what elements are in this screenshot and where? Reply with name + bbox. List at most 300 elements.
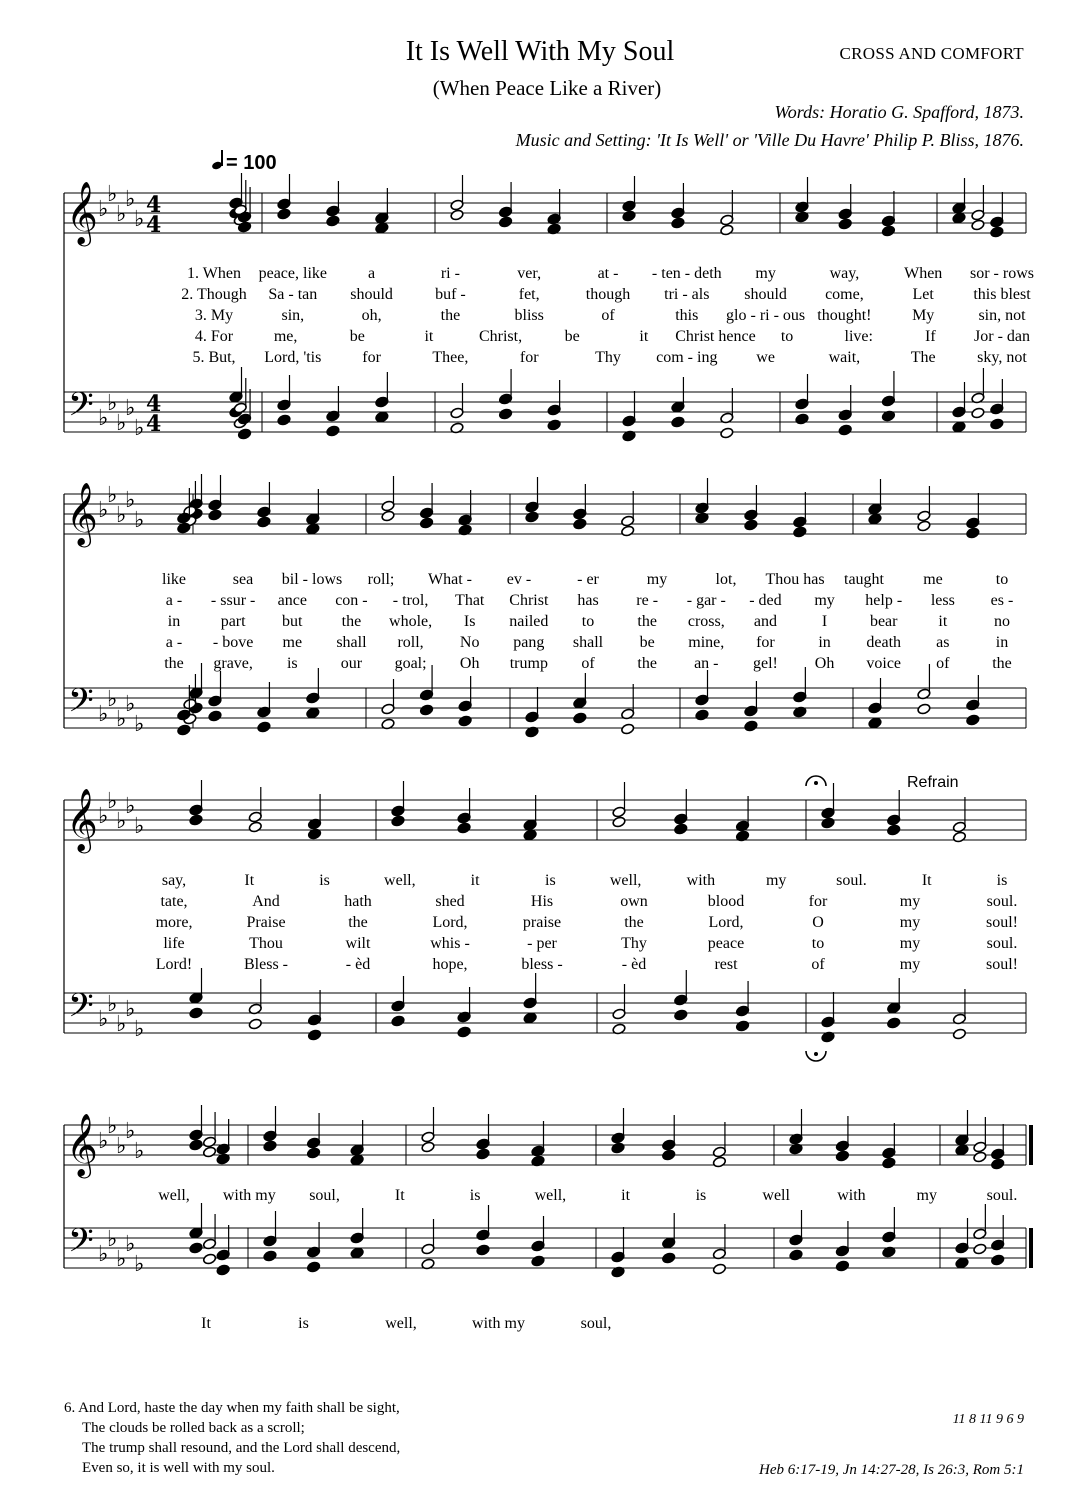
- lyric-syllable: - gar -: [686, 592, 726, 609]
- lyric-syllable: sea: [232, 571, 254, 588]
- note-head: [973, 1243, 987, 1255]
- flat-sign: ♭: [134, 1017, 145, 1042]
- lyric-syllable: we: [756, 349, 775, 366]
- treble-clef-icon: 𝄞: [66, 181, 98, 244]
- lyric-syllable: rest: [714, 956, 738, 973]
- flat-sign: ♭: [125, 187, 136, 212]
- lyric-syllable: soul!: [986, 956, 1018, 973]
- lyric-syllable: in: [167, 613, 181, 630]
- lyric-syllable: well,: [534, 1187, 567, 1204]
- note-head: [955, 1144, 969, 1156]
- note-head: [917, 520, 931, 532]
- note-head: [952, 831, 966, 843]
- lyric-syllable: my: [916, 1187, 937, 1204]
- flat-sign: ♭: [134, 814, 145, 839]
- lyric-syllable: sin,: [281, 307, 305, 324]
- bass-clef-icon: 𝄢: [68, 386, 94, 432]
- lyric-syllable: Lord,: [432, 914, 468, 931]
- lyric-syllable: for: [808, 893, 828, 910]
- note-head: [868, 717, 882, 729]
- lyric-syllable: the: [348, 914, 368, 931]
- lyric-syllable: me: [923, 571, 943, 588]
- lyric-syllable: tate,: [160, 893, 188, 910]
- final-barline: [1029, 1125, 1033, 1165]
- lyric-syllable: say,: [161, 872, 187, 889]
- note-head: [307, 1029, 321, 1041]
- flat-sign: ♭: [107, 992, 118, 1017]
- note-head: [735, 1020, 749, 1032]
- lyric-syllable: live:: [844, 328, 873, 345]
- flat-sign: ♭: [125, 794, 136, 819]
- lyric-syllable: is: [695, 1187, 707, 1204]
- lyric-syllable: tri - als: [664, 286, 710, 303]
- note-head: [973, 1151, 987, 1163]
- lyric-syllable: less: [930, 592, 955, 609]
- lyric-syllable: my: [899, 893, 921, 910]
- flat-sign: ♭: [125, 1119, 136, 1144]
- lyric-syllable: whole,: [389, 613, 433, 630]
- note-head: [391, 1015, 405, 1027]
- lyric-syllable: ri -: [440, 265, 460, 282]
- verse6-line: 6. And Lord, haste the day when my faith shall be sight,: [64, 1400, 400, 1416]
- lyric-syllable: roll,: [397, 634, 424, 651]
- note-head: [177, 724, 191, 736]
- flat-sign: ♭: [98, 1242, 109, 1267]
- lyric-syllable: Bless -: [244, 956, 288, 973]
- lyric-syllable: Is: [463, 613, 476, 630]
- lyric-syllable: help -: [865, 592, 903, 609]
- fermata-dot: [814, 1052, 818, 1056]
- lyric-syllable: - ten - deth: [651, 265, 722, 282]
- flat-sign: ♭: [134, 416, 145, 441]
- lyric-syllable: - èd: [345, 956, 371, 973]
- note-head: [662, 1252, 676, 1264]
- lyric-syllable: peace, like: [258, 265, 327, 282]
- lyric-syllable: hope,: [432, 956, 468, 973]
- lyric-syllable: bear: [869, 613, 898, 630]
- note-head: [795, 413, 809, 425]
- lyric-syllable: It: [244, 872, 255, 889]
- lyric-syllable: a: [368, 265, 376, 282]
- flat-sign: ♭: [116, 809, 127, 834]
- lyric-syllable: shall: [572, 634, 604, 651]
- lyric-syllable: is: [469, 1187, 481, 1204]
- note-head: [868, 513, 882, 525]
- lyric-syllable: goal;: [394, 655, 427, 672]
- lyric-syllable: Christ,: [478, 328, 523, 345]
- lyric-syllable: fet,: [518, 286, 540, 303]
- lyric-syllable: my: [899, 914, 921, 931]
- note-head: [887, 1017, 901, 1029]
- note-head: [350, 1154, 364, 1166]
- note-head: [744, 720, 758, 732]
- lyric-syllable: it: [621, 1187, 631, 1204]
- note-head: [573, 518, 587, 530]
- verse-six: [64, 1398, 400, 1478]
- note-head: [263, 1140, 277, 1152]
- note-head: [838, 424, 852, 436]
- lyric-syllable: shed: [435, 893, 465, 910]
- lyric-syllable: sky, not: [977, 349, 1027, 366]
- lyric-syllable: What -: [428, 571, 472, 588]
- note-head: [881, 225, 895, 237]
- note-head: [208, 710, 222, 722]
- note-head: [237, 428, 251, 440]
- hymn-category: CROSS AND COMFORT: [839, 44, 1024, 63]
- lyric-syllable: - trol,: [392, 592, 429, 609]
- lyric-syllable: Thou: [249, 935, 283, 952]
- flat-sign: ♭: [116, 1134, 127, 1159]
- lyric-syllable: life: [163, 935, 185, 952]
- lyric-syllable: is: [545, 872, 556, 889]
- note-head: [419, 517, 433, 529]
- lyric-syllable: soul.: [986, 893, 1018, 910]
- lyric-syllable: be: [349, 328, 365, 345]
- lyric-syllable: it: [639, 328, 649, 345]
- lyric-syllable: taught: [844, 571, 884, 588]
- note-head: [189, 1242, 203, 1254]
- note-head: [821, 817, 835, 829]
- lyric-syllable: es -: [990, 592, 1014, 609]
- note-head: [498, 216, 512, 228]
- verse6-line: The trump shall resound, and the Lord shall descend,: [82, 1440, 401, 1456]
- lyric-syllable: - bove: [212, 634, 254, 651]
- note-head: [917, 703, 931, 715]
- time-signature-bottom: 4: [146, 411, 162, 437]
- lyric-syllable: And: [252, 893, 280, 910]
- bass-clef-icon: 𝄢: [68, 987, 94, 1033]
- note-head: [612, 816, 626, 828]
- lyric-syllable: roll;: [367, 571, 395, 588]
- lyric-syllable: trump: [509, 655, 548, 672]
- flat-sign: ♭: [134, 1139, 145, 1164]
- flat-sign: ♭: [125, 488, 136, 513]
- lyric-syllable: well,: [609, 872, 642, 889]
- lyric-syllable: to: [780, 328, 794, 345]
- note-head: [350, 1247, 364, 1259]
- note-head: [375, 411, 389, 423]
- note-head: [789, 1249, 803, 1261]
- note-head: [257, 721, 271, 733]
- note-head: [793, 526, 807, 538]
- lyric-syllable: for: [756, 634, 775, 651]
- note-head: [990, 418, 1004, 430]
- note-head: [573, 712, 587, 724]
- flat-sign: ♭: [116, 1012, 127, 1037]
- note-head: [720, 427, 734, 439]
- flat-sign: ♭: [134, 207, 145, 232]
- note-head: [971, 219, 985, 231]
- lyric-syllable: the: [637, 655, 657, 672]
- note-head: [202, 1146, 216, 1158]
- note-head: [952, 421, 966, 433]
- note-head: [695, 709, 709, 721]
- lyric-syllable: My: [912, 307, 935, 324]
- lyric-syllable: It: [394, 1187, 405, 1204]
- lyric-syllable: Jor - dan: [974, 328, 1030, 345]
- lyric-syllable: my: [899, 956, 921, 973]
- lyric-syllable: buf -: [435, 286, 466, 303]
- scripture-references: Heb 6:17-19, Jn 14:27-28, Is 26:3, Rom 5:1: [759, 1462, 1024, 1478]
- refrain-label: Refrain: [907, 774, 959, 791]
- note-head: [523, 1012, 537, 1024]
- note-head: [712, 1263, 726, 1275]
- flat-sign: ♭: [116, 411, 127, 436]
- lyric-syllable: shall: [336, 634, 367, 651]
- note-head: [202, 1253, 216, 1265]
- lyric-syllable: an -: [694, 655, 719, 672]
- lyric-syllable: of: [601, 307, 615, 324]
- note-head: [882, 1157, 896, 1169]
- lyric-syllable: con -: [335, 592, 368, 609]
- lyric-syllable: though: [585, 286, 631, 303]
- lyric-syllable: with: [686, 872, 716, 889]
- meter: 11 8 11 9 6 9: [952, 1412, 1024, 1427]
- flat-sign: ♭: [107, 182, 118, 207]
- flat-sign: ♭: [116, 1247, 127, 1272]
- lyric-syllable: re -: [636, 592, 659, 609]
- lyric-syllable: as: [936, 634, 950, 651]
- note-head: [838, 218, 852, 230]
- treble-clef-icon: 𝄞: [66, 788, 98, 851]
- lyric-syllable: in: [995, 634, 1009, 651]
- lyric-syllable: like: [162, 571, 186, 588]
- lyric-syllable: well,: [384, 872, 416, 889]
- note-head: [189, 1007, 203, 1019]
- lyric-syllable: bil - lows: [281, 571, 343, 588]
- time-signature-top: 4: [146, 391, 162, 417]
- note-head: [326, 425, 340, 437]
- treble-clef-icon: 𝄞: [66, 1113, 98, 1176]
- lyric-syllable: That: [455, 592, 485, 609]
- lyric-syllable: - ded: [749, 592, 782, 609]
- verse6-line: The clouds be rolled back as a scroll;: [82, 1420, 305, 1436]
- lyric-syllable: well,: [385, 1315, 417, 1332]
- lyric-syllable: it: [424, 328, 434, 345]
- note-head: [525, 511, 539, 523]
- treble-clef-icon: 𝄞: [66, 482, 98, 545]
- verse6-line: Even so, it is well with my soul.: [82, 1460, 275, 1476]
- lyric-syllable: wilt: [345, 935, 371, 952]
- hymn-subtitle: (When Peace Like a River): [432, 76, 662, 100]
- lyric-syllable: bliss: [514, 307, 544, 324]
- lyric-syllable: should: [744, 286, 787, 303]
- note-head: [671, 416, 685, 428]
- lyric-syllable: soul.: [836, 872, 867, 889]
- lyric-syllable: ance: [277, 592, 307, 609]
- note-head: [458, 715, 472, 727]
- lyric-syllable: no: [994, 613, 1010, 630]
- lyric-syllable: in: [818, 634, 831, 651]
- note-head: [712, 1156, 726, 1168]
- lyric-syllable: me,: [273, 328, 298, 345]
- lyric-syllable: a -: [165, 634, 183, 651]
- note-head: [971, 407, 985, 419]
- lyric-syllable: me: [282, 634, 303, 651]
- lyric-syllable: more,: [155, 914, 193, 931]
- note-head: [476, 1148, 490, 1160]
- note-head: [381, 510, 395, 522]
- lyric-syllable: part: [220, 613, 246, 630]
- final-barline: [1029, 1228, 1033, 1268]
- lyric-syllable: ev -: [506, 571, 532, 588]
- note-head: [966, 714, 980, 726]
- lyric-syllable: pang: [513, 634, 545, 651]
- note-head: [306, 1261, 320, 1273]
- note-head: [966, 527, 980, 539]
- lyric-syllable: Oh: [459, 655, 480, 672]
- lyric-syllable: 3. My: [194, 307, 234, 324]
- lyric-syllable: ver,: [517, 265, 542, 282]
- lyric-syllable: for: [519, 349, 539, 366]
- note-head: [671, 217, 685, 229]
- lyric-syllable: my: [814, 592, 835, 609]
- flat-sign: ♭: [125, 1232, 136, 1257]
- tempo-value: = 100: [226, 152, 277, 174]
- lyric-syllable: but: [282, 613, 303, 630]
- lyric-syllable: 1. When: [187, 265, 241, 282]
- lyric-syllable: well,: [158, 1187, 190, 1204]
- bass-clef-icon: 𝄢: [68, 682, 94, 728]
- lyric-syllable: Thou has: [765, 571, 825, 588]
- note-head: [523, 829, 537, 841]
- lyric-syllable: sor - rows: [970, 265, 1034, 282]
- note-head: [531, 1255, 545, 1267]
- lyric-syllable: to: [811, 935, 825, 952]
- note-head: [674, 1009, 688, 1021]
- flat-sign: ♭: [98, 1007, 109, 1032]
- lyric-syllable: Lord,: [708, 914, 744, 931]
- flat-sign: ♭: [98, 702, 109, 727]
- lyric-syllable: soul!: [986, 914, 1018, 931]
- lyric-syllable: 4. For: [194, 328, 234, 345]
- lyric-syllable: of: [811, 956, 825, 973]
- note-head: [990, 226, 1004, 238]
- lyric-syllable: the: [992, 655, 1012, 672]
- lyric-syllable: sin, not: [978, 307, 1026, 324]
- lyric-syllable: with my: [222, 1187, 276, 1204]
- lyric-syllable: nailed: [509, 613, 549, 630]
- lyric-syllable: - per: [527, 935, 557, 952]
- time-signature-top: 4: [146, 192, 162, 218]
- note-head: [189, 1139, 203, 1151]
- lyric-syllable: the: [440, 307, 461, 324]
- lyric-syllable: of: [936, 655, 950, 672]
- lyric-syllable: the: [637, 613, 657, 630]
- lyric-syllable: Lord!: [155, 956, 193, 973]
- lyric-syllable: my: [646, 571, 668, 588]
- lyric-syllable: at -: [597, 265, 619, 282]
- lyric-syllable: soul,: [580, 1315, 612, 1332]
- lyric-syllable: own: [620, 893, 648, 910]
- lyric-syllable: this blest: [973, 286, 1031, 303]
- lyric-syllable: bless -: [521, 956, 563, 973]
- lyric-syllable: with my: [472, 1315, 525, 1332]
- lyric-syllable: death: [866, 634, 902, 651]
- fermata-dot: [814, 781, 818, 785]
- note-head: [457, 822, 471, 834]
- note-head: [744, 519, 758, 531]
- music-credit: Music and Setting: 'It Is Well' or 'Ville Du Havre' Philip P. Bliss, 1876.: [515, 130, 1024, 150]
- note-head: [621, 525, 635, 537]
- flat-sign: ♭: [125, 997, 136, 1022]
- flat-sign: ♭: [134, 508, 145, 533]
- lyric-syllable: His: [530, 893, 554, 910]
- lyric-syllable: cross,: [687, 613, 725, 630]
- lyric-syllable: soul.: [986, 1187, 1018, 1204]
- note-head: [189, 814, 203, 826]
- lyric-syllable: with: [837, 1187, 866, 1204]
- lyric-syllable: praise: [522, 914, 562, 931]
- lyric-syllable: hath: [344, 893, 372, 910]
- flat-sign: ♭: [98, 406, 109, 431]
- lyric-syllable: of: [581, 655, 595, 672]
- lyric-syllable: voice: [866, 655, 902, 672]
- lyric-syllable: is: [996, 872, 1008, 889]
- note-head: [835, 1150, 849, 1162]
- lyric-syllable: - ssur -: [210, 592, 256, 609]
- note-head: [498, 408, 512, 420]
- lyric-syllable: Thy: [621, 935, 647, 952]
- bass-clef-icon: 𝄢: [68, 1222, 94, 1268]
- lyric-syllable: When: [904, 265, 943, 282]
- flat-sign: ♭: [125, 396, 136, 421]
- hymn-title: It Is Well With My Soul: [405, 36, 675, 67]
- time-signature-bottom: 4: [146, 212, 162, 238]
- lyric-syllable: is: [286, 655, 298, 672]
- lyric-syllable: wait,: [828, 349, 861, 366]
- flat-sign: ♭: [98, 197, 109, 222]
- lyric-syllable: Thy: [595, 349, 621, 366]
- lyric-syllable: to: [995, 571, 1009, 588]
- note-head: [835, 1260, 849, 1272]
- lyric-syllable: Let: [912, 286, 934, 303]
- lyric-syllable: blood: [707, 893, 745, 910]
- lyric-syllable: and: [753, 613, 777, 630]
- lyric-syllable: If: [925, 328, 936, 345]
- flat-sign: ♭: [98, 498, 109, 523]
- flat-sign: ♭: [107, 1114, 118, 1139]
- lyric-syllable: The: [910, 349, 936, 366]
- lyric-syllable: O: [812, 914, 824, 931]
- lyric-syllable: come,: [825, 286, 864, 303]
- note-head: [457, 1026, 471, 1038]
- note-head: [248, 821, 262, 833]
- flat-sign: ♭: [134, 1252, 145, 1277]
- lyric-syllable: my: [899, 935, 921, 952]
- lyric-syllable: is: [319, 872, 330, 889]
- flat-sign: ♭: [134, 712, 145, 737]
- note-head: [991, 1158, 1005, 1170]
- lyric-syllable: - èd: [621, 956, 647, 973]
- lyric-syllable: gel!: [752, 655, 778, 672]
- lyric-syllable: glo - ri - ous: [726, 307, 806, 324]
- lyric-syllable: to: [581, 613, 595, 630]
- note-head: [952, 212, 966, 224]
- words-credit: Words: Horatio G. Spafford, 1873.: [774, 102, 1024, 122]
- note-head: [375, 222, 389, 234]
- lyric-syllable: has: [577, 592, 599, 609]
- note-head: [277, 414, 291, 426]
- lyric-syllable: lot,: [715, 571, 737, 588]
- lyric-syllable: this: [675, 307, 699, 324]
- lyric-syllable: - er: [577, 571, 599, 588]
- lyric-syllable: the: [341, 613, 362, 630]
- lyric-syllable: my: [765, 872, 787, 889]
- lyric-syllable: soul.: [986, 935, 1018, 952]
- flat-sign: ♭: [107, 687, 118, 712]
- note-head: [887, 824, 901, 836]
